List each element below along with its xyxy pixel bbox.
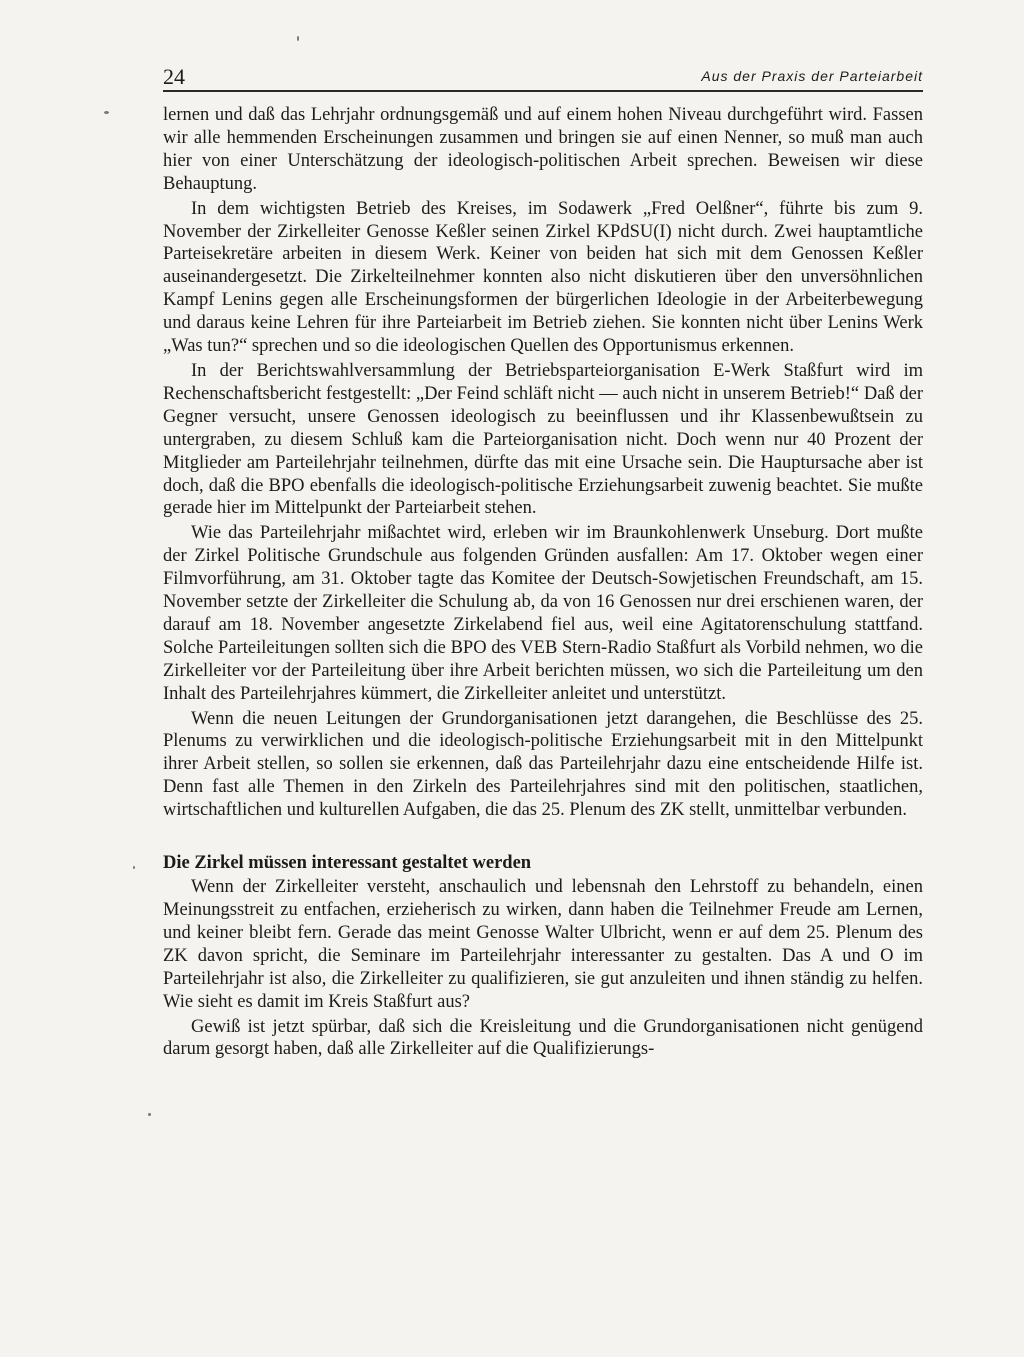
book-page	[163, 60, 923, 1063]
paragraph-1: lernen und daß das Lehrjahr ordnungsgemäß und auf einem hohen Niveau durchgeführt wird. Fassen wir alle hemmenden Erscheinungen zusammen und bringen sie auf einen Nenner, so muß man auch hier von einer Unterschätzung der ideologisch-politischen Arbeit sprechen. Beweisen wir diese Behauptung.	[163, 105, 923, 194]
page-number: 24	[163, 64, 185, 89]
paragraph-3: In der Berichtswahlversammlung der Betriebsparteiorganisation E-Werk Staßfurt wird im Rechenschaftsbericht festgestellt: „Der Feind schläft nicht — auch nicht in unserem Betrieb!“ Daß der Gegner versucht, unsere Genossen ideologisch zu beeinflussen und ihr Klassenbewußtsein zu untergraben, zu diesem Schluß kam die Parteiorganisation nicht. Doch wenn nur 40 Prozent der Mitglieder am Parteilehrjahr teilnehmen, dürfte das mit eine Ursache sein. Die Hauptursache aber ist doch, daß die BPO ebenfalls die ideologisch-politische Erziehungsarbeit zuwenig beachtet. Sie mußte gerade hier im Mittelpunkt der Parteiarbeit stehen.	[163, 360, 923, 519]
scan-speck	[148, 1113, 151, 1116]
section-paragraph-2: Gewiß ist jetzt spürbar, daß sich die Kreisleitung und die Grundorganisationen nicht genügend darum gesorgt haben, daß alle Zirkelleiter auf die Qualifizierungs-	[163, 1016, 923, 1060]
scan-speck	[133, 866, 135, 869]
paragraph-4: Wie das Parteilehrjahr mißachtet wird, erleben wir im Braunkohlenwerk Unseburg. Dort mußte der Zirkel Politische Grundschule aus folgenden Gründen ausfallen: Am 17. Oktober wegen einer Filmvorführung, am 31. Oktober tagte das Komitee der Deutsch-Sowjetischen Freundschaft, am 15. November setzte der Zirkelleiter die Schulung ab, da von 16 Genossen nur drei erschienen waren, der darauf am 18. November angesetzte Zirkelabend fiel aus, weil eine Agitatorenschulung stattfand. Solche Parteileitungen sollten sich die BPO des VEB Stern-Radio Staßfurt als Vorbild nehmen, wo die Zirkelleiter vor der Parteileitung über ihre Arbeit berichten müssen, wo sich die Parteileitung um den Inhalt des Parteilehrjahres kümmert, die Zirkelleiter anleitet und unterstützt.	[163, 523, 923, 704]
scan-speck	[104, 111, 109, 114]
section-paragraph-1: Wenn der Zirkelleiter versteht, anschaulich und lebensnah den Lehrstoff zu behandeln, einen Meinungsstreit zu entfachen, erzieherisch zu wirken, dann haben die Teilnehmer Freude am Lernen, und keiner bleibt fern. Gerade das meint Genosse Walter Ulbricht, wenn er auf dem 25. Plenum des ZK davon spricht, die Seminare im Parteilehrjahr interessanter zu gestalten. Das A und O im Parteilehrjahr ist also, die Zirkelleiter zu qualifizieren, sie gut anzuleiten und ihnen ständig zu helfen. Wie sieht es damit im Kreis Staßfurt aus?	[163, 877, 923, 1012]
section-gap	[163, 824, 923, 850]
section-heading: Die Zirkel müssen interessant gestaltet werden	[163, 853, 532, 874]
scan-speck	[297, 36, 299, 41]
running-head-title: Aus der Praxis der Parteiarbeit	[701, 68, 923, 84]
running-head	[163, 60, 923, 92]
body-text	[163, 104, 923, 1061]
paragraph-2: In dem wichtigsten Betrieb des Kreises, im Sodawerk „Fred Oelßner“, führte bis zum 9. November der Zirkelleiter Genosse Keßler seinen Zirkel KPdSU(I) nicht durch. Zwei hauptamtliche Parteisekretäre arbeiten in diesem Werk. Keiner von beiden hat sich mit dem Genossen Keßler auseinandergesetzt. Die Zirkelteilnehmer konnten also nicht diskutieren über den unversöhnlichen Kampf Lenins gegen alle Erscheinungsformen der bürgerlichen Ideologie in der Arbeiterbewegung und daraus keine Lehren für ihre Parteiarbeit im Betrieb ziehen. Sie konnten nicht über Lenins Werk „Was tun?“ sprechen und so die ideologischen Quellen des Opportunismus erkennen.	[163, 198, 923, 357]
paragraph-5: Wenn die neuen Leitungen der Grundorganisationen jetzt darangehen, die Beschlüsse des 25. Plenums zu verwirklichen und die ideologisch-politische Erziehungsarbeit mit in den Mittelpunkt ihrer Arbeit stellen, so sollen sie erkennen, daß das Parteilehrjahr dazu eine entscheidende Hilfe ist. Denn fast alle Themen in den Zirkeln des Parteilehrjahres sind mit den politischen, staatlichen, wirtschaftlichen und kulturellen Aufgaben, die das 25. Plenum des ZK stellt, unmittelbar verbunden.	[163, 708, 923, 821]
